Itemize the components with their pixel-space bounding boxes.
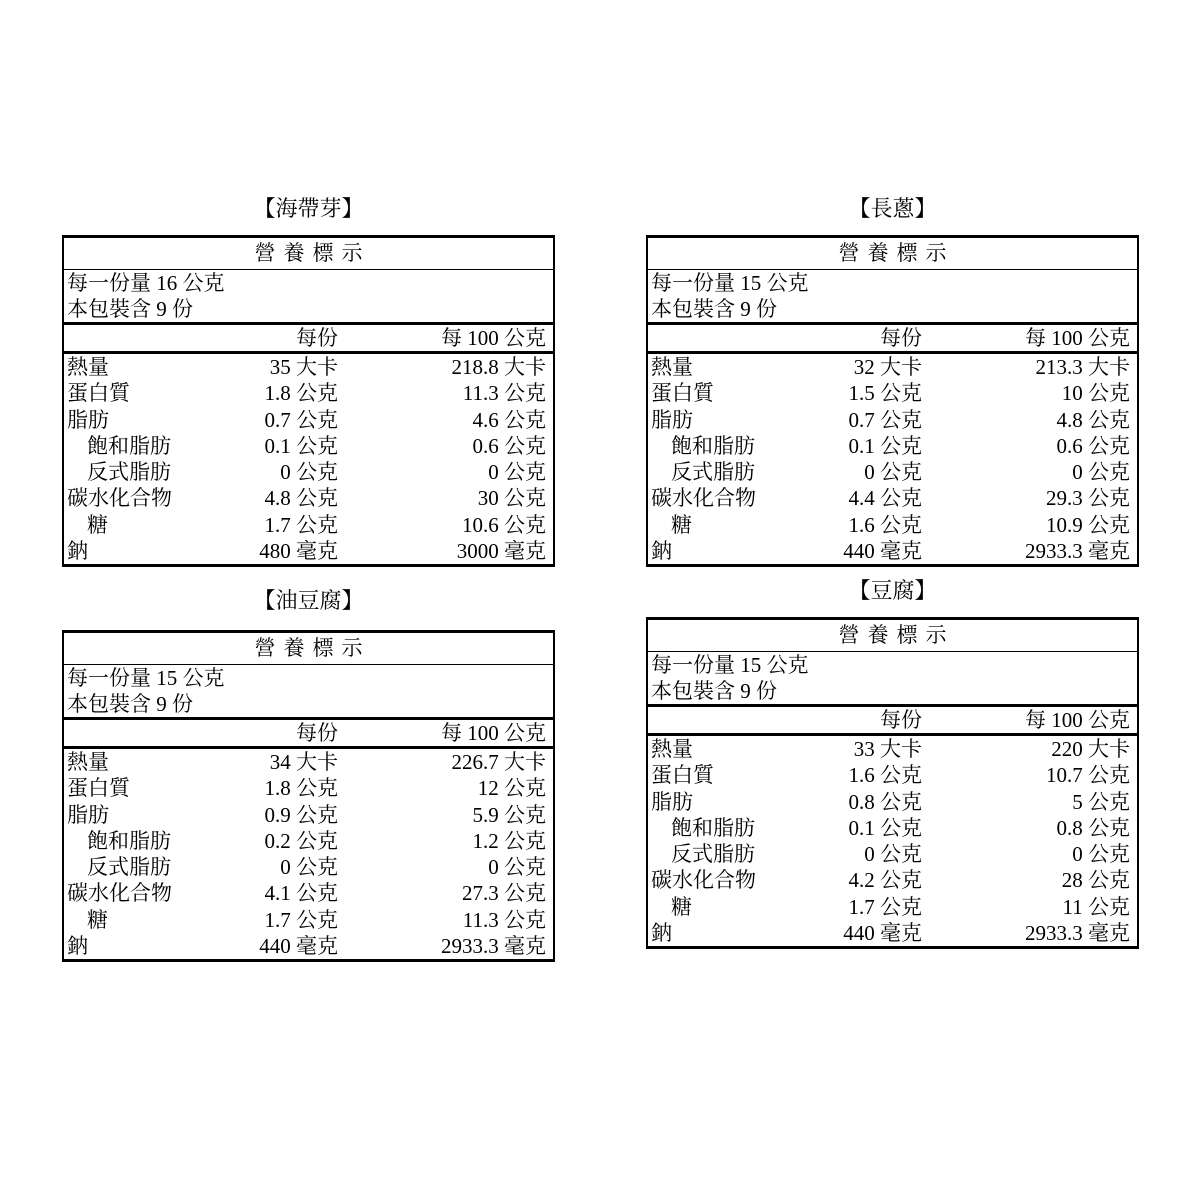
serving-info: [64, 665, 553, 720]
per-serving-value: 0 公克: [864, 842, 922, 867]
product-title: 【油豆腐】: [253, 588, 364, 613]
nutrient-name: 糖: [87, 907, 108, 932]
nutrition-row: [648, 380, 1137, 406]
per-serving-value: 0 公克: [864, 460, 922, 485]
column-header-per-100g: 每 100 公克: [441, 326, 546, 350]
nutrition-row: [648, 815, 1137, 841]
nutrition-header: 營養標示: [648, 620, 1137, 652]
per-100g-value: 5.9 公克: [472, 802, 546, 827]
nutrient-name: 脂肪: [651, 407, 693, 432]
serving-size-line: 每一份量 15 公克: [67, 666, 225, 690]
nutrition-row: [648, 512, 1137, 538]
per-serving-value: 0 公克: [280, 855, 338, 880]
per-100g-value: 11 公克: [1062, 894, 1130, 919]
nutrient-name: 蛋白質: [67, 381, 130, 406]
per-100g-value: 2933.3 毫克: [1025, 539, 1130, 564]
column-header-per-serving: 每份: [880, 326, 922, 350]
nutrition-block-green-onion: [646, 196, 1139, 567]
nutrition-row: [64, 380, 553, 406]
nutrition-row: [648, 538, 1137, 564]
per-100g-value: 0 公克: [1072, 842, 1130, 867]
package-count-line: 本包裝含 9 份: [651, 297, 777, 321]
nutrition-row: [64, 433, 553, 459]
serving-size-line: 每一份量 15 公克: [651, 653, 809, 677]
nutrient-name: 鈉: [651, 539, 672, 564]
per-serving-value: 0.1 公克: [264, 433, 338, 458]
nutrition-row: [64, 775, 553, 801]
nutrition-row: [648, 762, 1137, 788]
per-serving-value: 0.1 公克: [848, 433, 922, 458]
nutrition-header: 營養標示: [64, 238, 553, 270]
per-100g-value: 12 公克: [477, 776, 546, 801]
nutrient-name: 熱量: [651, 737, 693, 761]
nutrition-row: [648, 736, 1137, 762]
per-100g-value: 4.6 公克: [472, 407, 546, 432]
per-serving-value: 440 毫克: [843, 921, 922, 946]
per-serving-value: 4.1 公克: [264, 881, 338, 906]
nutrient-name: 糖: [87, 512, 108, 537]
per-100g-value: 30 公克: [477, 486, 546, 511]
nutrition-row: [64, 880, 553, 906]
nutrient-name: 飽和脂肪: [671, 433, 755, 458]
nutrient-name: 反式脂肪: [87, 855, 171, 880]
nutrient-name: 蛋白質: [651, 381, 714, 406]
nutrient-name: 脂肪: [67, 802, 109, 827]
nutrition-table: [62, 630, 555, 962]
serving-info: [648, 652, 1137, 707]
nutrition-row: [64, 933, 553, 959]
column-header-per-100g: 每 100 公克: [1025, 326, 1130, 350]
nutrient-name: 反式脂肪: [671, 460, 755, 485]
serving-size-line: 每一份量 15 公克: [651, 271, 809, 295]
nutrition-table: [62, 235, 555, 567]
column-header-per-100g: 每 100 公克: [1025, 708, 1130, 732]
per-100g-value: 28 公克: [1061, 868, 1130, 893]
column-header-row: [648, 325, 1137, 354]
serving-info: [64, 270, 553, 325]
package-count-line: 本包裝含 9 份: [651, 679, 777, 703]
per-100g-value: 3000 毫克: [456, 539, 546, 564]
nutrition-rows: [64, 749, 553, 959]
per-serving-value: 0 公克: [280, 460, 338, 485]
per-serving-value: 0.1 公克: [848, 815, 922, 840]
package-count-line: 本包裝含 9 份: [67, 297, 193, 321]
per-serving-value: 32 大卡: [853, 355, 922, 379]
per-serving-value: 1.6 公克: [848, 763, 922, 788]
per-serving-value: 34 大卡: [269, 750, 338, 774]
per-100g-value: 5 公克: [1072, 789, 1130, 814]
column-header-spacer: [64, 720, 256, 746]
nutrition-rows: [648, 736, 1137, 946]
column-header-per-serving: 每份: [296, 721, 338, 745]
nutrient-name: 反式脂肪: [87, 460, 171, 485]
nutrition-row: [64, 407, 553, 433]
nutrition-row: [64, 459, 553, 485]
package-count-line: 本包裝含 9 份: [67, 692, 193, 716]
per-100g-value: 0.8 公克: [1056, 815, 1130, 840]
nutrition-block-tofu: [646, 578, 1139, 949]
nutrient-name: 熱量: [67, 750, 109, 774]
column-header-spacer: [64, 325, 256, 351]
per-serving-value: 1.7 公克: [264, 907, 338, 932]
nutrition-row: [64, 538, 553, 564]
nutrient-name: 碳水化合物: [651, 868, 756, 893]
nutrient-name: 飽和脂肪: [671, 815, 755, 840]
per-100g-value: 2933.3 毫克: [441, 934, 546, 959]
per-serving-value: 440 毫克: [843, 539, 922, 564]
serving-info: [648, 270, 1137, 325]
per-100g-value: 1.2 公克: [472, 828, 546, 853]
per-100g-value: 4.8 公克: [1056, 407, 1130, 432]
nutrition-row: [648, 894, 1137, 920]
column-header-row: [648, 707, 1137, 736]
nutrition-header: 營養標示: [648, 238, 1137, 270]
nutrient-name: 熱量: [651, 355, 693, 379]
product-title: 【豆腐】: [848, 578, 937, 603]
per-serving-value: 0.8 公克: [848, 789, 922, 814]
nutrition-row: [64, 354, 553, 380]
nutrition-rows: [648, 354, 1137, 564]
nutrition-row: [64, 828, 553, 854]
column-header-spacer: [648, 325, 840, 351]
nutrition-block-fried-tofu: [62, 588, 555, 962]
nutrition-block-seaweed-sprouts: [62, 196, 555, 567]
per-serving-value: 0.7 公克: [848, 407, 922, 432]
product-title: 【海帶芽】: [253, 196, 364, 221]
per-serving-value: 440 毫克: [259, 934, 338, 959]
nutrition-row: [648, 459, 1137, 485]
per-100g-value: 11.3 公克: [462, 907, 546, 932]
nutrition-row: [64, 512, 553, 538]
per-serving-value: 0.9 公克: [264, 802, 338, 827]
per-serving-value: 1.8 公克: [264, 381, 338, 406]
nutrient-name: 鈉: [67, 934, 88, 959]
column-header-row: [64, 325, 553, 354]
per-serving-value: 35 大卡: [269, 355, 338, 379]
per-100g-value: 0 公克: [488, 460, 546, 485]
nutrient-name: 糖: [671, 894, 692, 919]
nutrition-row: [64, 749, 553, 775]
column-header-per-100g: 每 100 公克: [441, 721, 546, 745]
per-100g-value: 10 公克: [1061, 381, 1130, 406]
nutrition-row: [648, 789, 1137, 815]
nutrition-table: [646, 617, 1139, 949]
per-serving-value: 1.5 公克: [848, 381, 922, 406]
column-header-row: [64, 720, 553, 749]
per-serving-value: 1.8 公克: [264, 776, 338, 801]
nutrition-row: [64, 854, 553, 880]
per-100g-value: 11.3 公克: [462, 381, 546, 406]
nutrition-row: [648, 841, 1137, 867]
nutrient-name: 熱量: [67, 355, 109, 379]
per-100g-value: 0.6 公克: [472, 433, 546, 458]
per-serving-value: 0.7 公克: [264, 407, 338, 432]
per-serving-value: 4.8 公克: [264, 486, 338, 511]
per-100g-value: 10.7 公克: [1046, 763, 1130, 788]
per-serving-value: 33 大卡: [853, 737, 922, 761]
per-100g-value: 29.3 公克: [1046, 486, 1130, 511]
per-100g-value: 10.6 公克: [462, 512, 546, 537]
nutrition-row: [648, 407, 1137, 433]
nutrition-row: [64, 802, 553, 828]
nutrition-row: [648, 867, 1137, 893]
nutrient-name: 蛋白質: [651, 763, 714, 788]
per-serving-value: 1.6 公克: [848, 512, 922, 537]
per-100g-value: 10.9 公克: [1046, 512, 1130, 537]
nutrition-rows: [64, 354, 553, 564]
per-100g-value: 226.7 大卡: [451, 750, 546, 774]
column-header-per-serving: 每份: [880, 708, 922, 732]
nutrient-name: 蛋白質: [67, 776, 130, 801]
per-serving-value: 4.4 公克: [848, 486, 922, 511]
nutrient-name: 碳水化合物: [67, 881, 172, 906]
per-100g-value: 0 公克: [1072, 460, 1130, 485]
per-100g-value: 0.6 公克: [1056, 433, 1130, 458]
nutrient-name: 糖: [671, 512, 692, 537]
nutrition-row: [648, 433, 1137, 459]
per-100g-value: 220 大卡: [1051, 737, 1130, 761]
per-100g-value: 2933.3 毫克: [1025, 921, 1130, 946]
column-header-per-serving: 每份: [296, 326, 338, 350]
per-serving-value: 4.2 公克: [848, 868, 922, 893]
column-header-spacer: [648, 707, 840, 733]
product-title: 【長蔥】: [848, 196, 937, 221]
per-100g-value: 213.3 大卡: [1035, 355, 1130, 379]
nutrition-row: [648, 485, 1137, 511]
nutrition-row: [648, 920, 1137, 946]
per-100g-value: 218.8 大卡: [451, 355, 546, 379]
nutrition-header: 營養標示: [64, 633, 553, 665]
per-serving-value: 0.2 公克: [264, 828, 338, 853]
per-100g-value: 0 公克: [488, 855, 546, 880]
serving-size-line: 每一份量 16 公克: [67, 271, 225, 295]
nutrition-row: [64, 485, 553, 511]
nutrient-name: 飽和脂肪: [87, 433, 171, 458]
nutrient-name: 碳水化合物: [67, 486, 172, 511]
nutrient-name: 脂肪: [651, 789, 693, 814]
nutrient-name: 碳水化合物: [651, 486, 756, 511]
per-100g-value: 27.3 公克: [462, 881, 546, 906]
nutrient-name: 鈉: [67, 539, 88, 564]
nutrition-row: [648, 354, 1137, 380]
nutrient-name: 脂肪: [67, 407, 109, 432]
nutrient-name: 飽和脂肪: [87, 828, 171, 853]
nutrient-name: 鈉: [651, 921, 672, 946]
nutrition-row: [64, 907, 553, 933]
nutrition-table: [646, 235, 1139, 567]
per-serving-value: 1.7 公克: [848, 894, 922, 919]
nutrient-name: 反式脂肪: [671, 842, 755, 867]
per-serving-value: 480 毫克: [259, 539, 338, 564]
per-serving-value: 1.7 公克: [264, 512, 338, 537]
